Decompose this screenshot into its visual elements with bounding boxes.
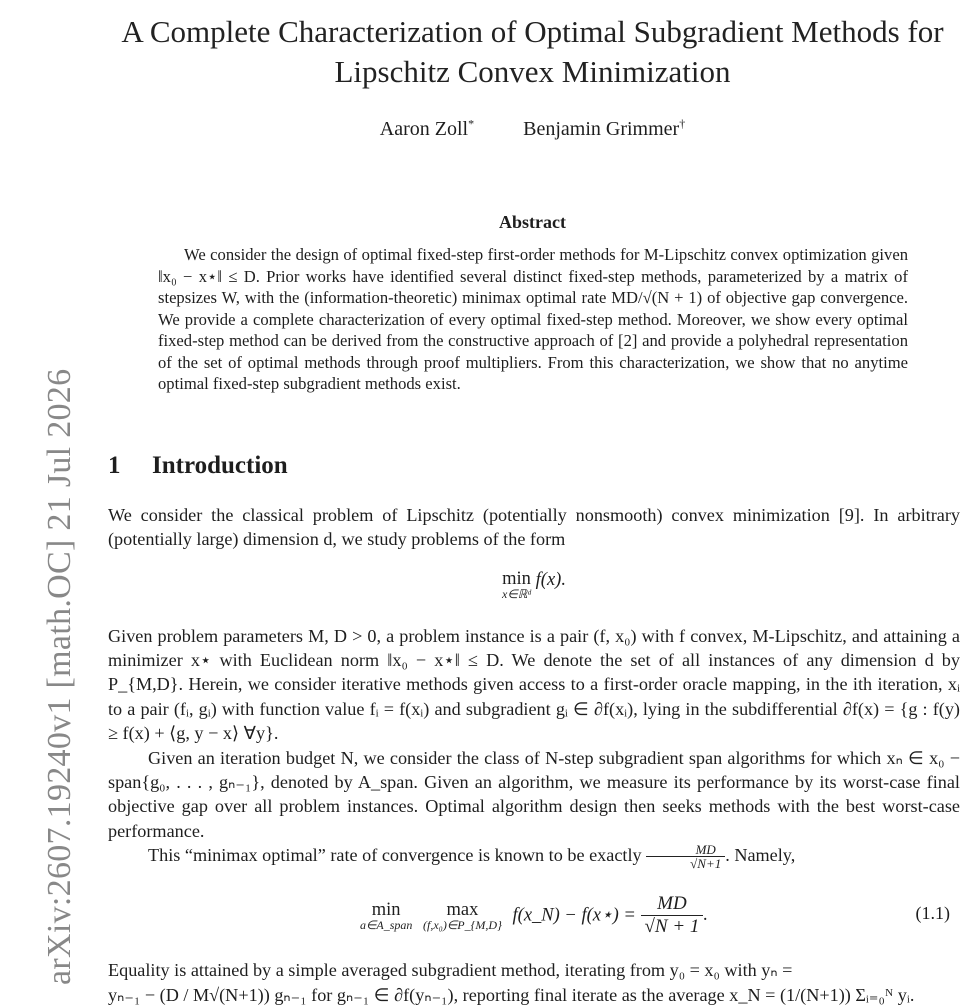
author-list bbox=[100, 116, 965, 141]
eq2-expression: f(x_N) − f(x⋆) = bbox=[512, 905, 636, 926]
min-operator bbox=[502, 570, 531, 600]
paragraph-text bbox=[108, 843, 960, 870]
display-equation-min bbox=[108, 570, 960, 600]
section-heading bbox=[108, 452, 288, 480]
inline-frac-num: MD bbox=[646, 843, 725, 857]
arxiv-identifier: arXiv:2607.19240v1 [math.OC] 21 Jul 2026 bbox=[41, 368, 78, 985]
intro-paragraph-4 bbox=[108, 843, 960, 870]
eq2-min-subscript: a∈A_span bbox=[359, 917, 413, 932]
para4-post: . Namely, bbox=[725, 845, 796, 865]
eq2-max-subscript: (f,x₀)∈P_{M,D} bbox=[423, 917, 502, 932]
arxiv-sidebar-stamp bbox=[0, 330, 78, 1000]
eq2-min-text: min bbox=[371, 899, 401, 920]
author-1-mark: * bbox=[468, 116, 475, 130]
min-expression: f(x). bbox=[535, 570, 566, 590]
intro-paragraph-3 bbox=[108, 746, 960, 843]
paragraph-text: yₙ₋₁ − (D / M√(N+1)) gₙ₋₁ for gₙ₋₁ ∈ ∂f(yₙ₋₁), reporting final iterate as the average x_N = (1/(N+1)) Σᵢ₌₀ᴺ yᵢ. bbox=[108, 985, 915, 1005]
author-2-name: Benjamin Grimmer bbox=[523, 117, 680, 140]
display-equation-1-1 bbox=[108, 893, 960, 938]
eq2-frac-num: MD bbox=[641, 893, 704, 916]
para4-pre: This “minimax optimal” rate of convergence is known to be exactly bbox=[148, 845, 642, 865]
paragraph-text: Given an iteration budget N, we consider the class of N-step subgradient span algorithms for which xₙ ∈ x₀ − span{g₀, . . . , gₙ₋₁}, denoted by A_span. Given an algorithm, we measure its performance by its worst-case final objective gap over all problem instances. Optimal algorithm design then seeks methods with the best worst-case performance. bbox=[108, 748, 960, 841]
min-op-text: min bbox=[502, 569, 531, 589]
intro-paragraph-5-cont bbox=[108, 983, 960, 1007]
eq2-end: . bbox=[703, 905, 709, 925]
author-2 bbox=[523, 118, 685, 140]
paragraph-text: Equality is attained by a simple averaged subgradient method, iterating from y₀ = x₀ with yₙ = bbox=[108, 960, 793, 980]
eq2-fraction bbox=[641, 893, 704, 938]
eq2-max-text: max bbox=[446, 899, 479, 920]
intro-paragraph-1 bbox=[108, 503, 960, 551]
equation-number: (1.1) bbox=[915, 903, 950, 923]
min-subscript: x∈ℝᵈ bbox=[502, 587, 532, 601]
intro-paragraph-5 bbox=[108, 958, 960, 982]
intro-paragraph-2 bbox=[108, 624, 960, 745]
eq2-frac-den: √N + 1 bbox=[644, 916, 700, 937]
title-line-2: Lipschitz Convex Minimization bbox=[334, 54, 731, 89]
author-2-mark: † bbox=[679, 116, 686, 130]
title-line-1: A Complete Characterization of Optimal Subgradient Methods for bbox=[121, 14, 944, 49]
abstract-paragraph: We consider the design of optimal fixed-step first-order methods for M-Lipschitz convex optimization given ‖x₀ − x⋆‖ ≤ D. Prior works have identified several distinct fixed-step methods, parameterized by a matrix of stepsizes W, with the (information-theoretic) minimax optimal rate MD/√(N + 1) of objective gap convergence. We provide a complete characterization of every optimal fixed-step method. Moreover, we show every optimal fixed-step method can be derived from the constructive approach of [2] and provide a polyhedral representation of the set of optimal methods through proof multipliers. From this characterization, we show that no anytime optimal fixed-step subgradient methods exist. bbox=[158, 245, 908, 393]
eq-max-operator bbox=[423, 901, 502, 931]
abstract-body bbox=[158, 244, 908, 395]
section-title: Introduction bbox=[152, 452, 288, 479]
paper-title bbox=[100, 12, 965, 92]
author-1-name: Aaron Zoll bbox=[379, 117, 469, 140]
eq-min-operator bbox=[360, 901, 412, 931]
author-1 bbox=[380, 118, 474, 140]
paragraph-text: We consider the classical problem of Lipschitz (potentially nonsmooth) convex minimization [9]. In arbitrary (potentially large) dimension d, we study problems of the form bbox=[108, 505, 960, 550]
abstract-heading: Abstract bbox=[499, 212, 566, 232]
inline-fraction bbox=[646, 843, 725, 870]
paragraph-text: Given problem parameters M, D > 0, a problem instance is a pair (f, x₀) with f convex, M-Lipschitz, and attaining a minimizer x⋆ with Euclidean norm ‖x₀ − x⋆‖ ≤ D. We denote the set of all instances of any dimension d by P_{M,D}. Herein, we consider iterative methods given access to a first-order oracle mapping, in the ith iteration, xᵢ to a pair (fᵢ, gᵢ) with function value fᵢ = f(xᵢ) and subgradient gᵢ ∈ ∂f(xᵢ), lying in the subdifferential ∂f(x) = {g : f(y) ≥ f(x) + ⟨g, y − x⟩ ∀y}. bbox=[108, 626, 960, 743]
inline-frac-den: √N+1 bbox=[690, 856, 722, 872]
section-number: 1 bbox=[108, 452, 121, 479]
